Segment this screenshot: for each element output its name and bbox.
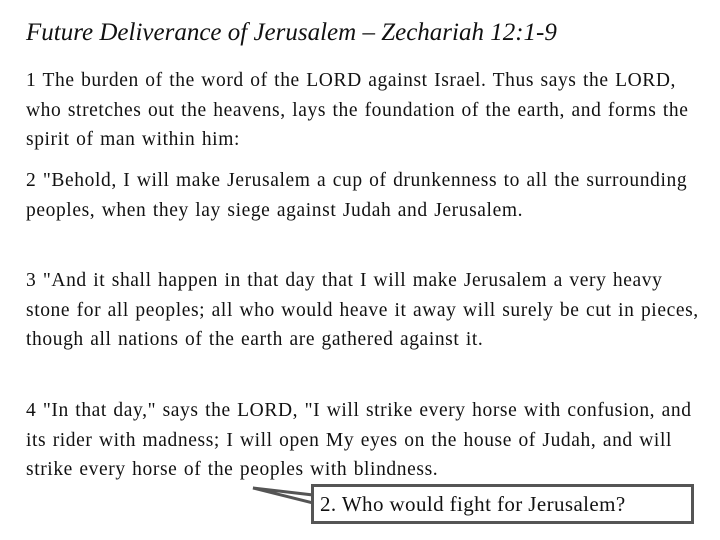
verse-2: 2 "Behold, I will make Jerusalem a cup of drunkenness to all the surrounding peoples, when they lay siege against Judah and Jerusalem. — [26, 170, 688, 221]
verse-4: 4 "In that day," says the LORD, "I will strike every horse with confusion, and its rider with madness; I will open My eyes on the house of Judah, and will strike every horse of the peoples with blindness. — [26, 400, 692, 480]
question-callout — [311, 484, 694, 524]
slide-title: Future Deliverance of Jerusalem – Zechariah 12:1-9 — [26, 19, 557, 46]
verse-3: 3 "And it shall happen in that day that I will make Jerusalem a very heavy stone for all peoples; all who would heave it away will surely be cut in pieces, though all nations of the earth are gathered against it. — [26, 270, 699, 350]
question-callout-text: 2. Who would fight for Jerusalem? — [320, 492, 626, 516]
callout-pointer-shape — [253, 488, 313, 503]
verse-1: 1 The burden of the word of the LORD against Israel. Thus says the LORD, who stretches out the heavens, lays the foundation of the earth, and forms the spirit of man within him: — [26, 70, 689, 150]
